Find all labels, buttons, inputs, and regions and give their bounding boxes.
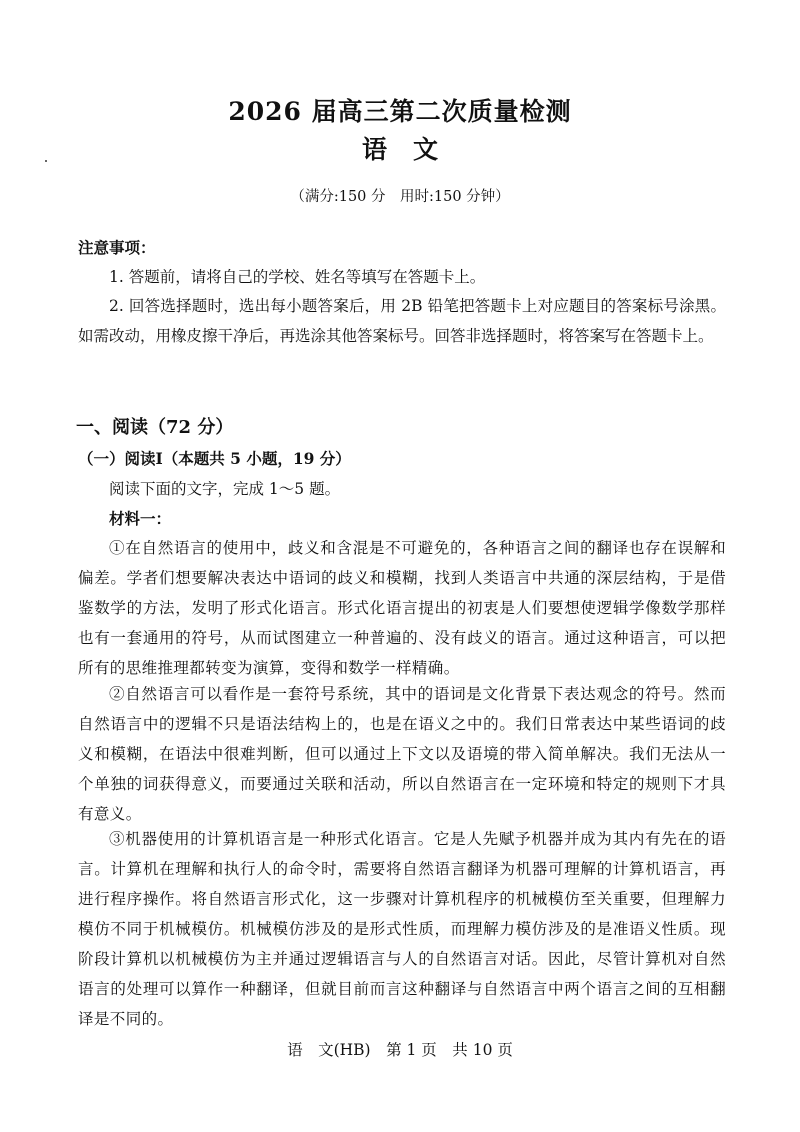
material-paragraph-1: ①在自然语言的使用中，歧义和含混是不可避免的，各种语言之间的翻译也存在误解和偏差。学者们想要解决表达中语词的歧义和模糊，找到人类语言中共通的深层结构，于是借鉴数学的方法，发明了形式化语言。形式化语言提出的初衷是人们要想使逻辑学像数学那样也有一套通用的符号，从而试图建立一种普遍的、没有歧义的语言。通过这种语言，可以把所有的思维推理都转变为演算，变得和数学一样精确。: [78, 539, 726, 677]
material-paragraph-3: ③机器使用的计算机语言是一种形式化语言。它是人先赋予机器并成为其内有先在的语言。计算机在理解和执行人的命令时，需要将自然语言翻译为机器可理解的计算机语言，再进行程序操作。将自然语言形式化，这一步骤对计算机程序的机械模仿至关重要，但理解力模仿不同于机械模仿。机械模仿涉及的是形式性质，而理解力模仿涉及的是准语义性质。现阶段计算机以机械模仿为主并通过逻辑语言与人的自然语言对话。因此，尽管计算机对自然语言的处理可以算作一种翻译，但就目前而言这种翻译与自然语言中两个语言之间的互相翻译是不同的。: [78, 830, 726, 1028]
note-item-2: 2. 回答选择题时，选出每小题答案后，用 2B 铅笔把答题卡上对应题目的答案标号涂黑。如需改动，用橡皮擦干净后，再选涂其他答案标号。回答非选择题时，将答案写在答题卡上。: [78, 297, 726, 345]
section-heading: 一、阅读（72 分）: [76, 417, 234, 438]
subject-title: 语文: [361, 135, 464, 164]
reading-instruction: 阅读下面的文字，完成 1～5 题。: [109, 480, 341, 498]
material-paragraph-2: ②自然语言可以看作是一套符号系统，其中的语词是文化背景下表达观念的符号。然而自然语言中的逻辑不只是语法结构上的，也是在语义之中的。我们日常表达中某些语词的歧义和模糊，在语法中很难判断，但可以通过上下文以及语境的带入简单解决。我们无法从一个单独的词获得意义，而要通过关联和活动，所以自然语言在一定环境和特定的规则下才具有意义。: [78, 685, 726, 823]
exam-title: 2026 届高三第二次质量检测: [228, 97, 572, 126]
exam-meta: （满分:150 分 用时:150 分钟）: [290, 189, 510, 205]
subsection-heading: （一）阅读Ⅰ（本题共 5 小题，19 分）: [78, 449, 351, 468]
material-label: 材料一：: [109, 509, 172, 528]
page-footer: 语 文(HB) 第 1 页 共 10 页: [287, 1041, 513, 1059]
notes-heading: 注意事项：: [78, 238, 156, 257]
note-item-1: 1. 答题前，请将自己的学校、姓名等填写在答题卡上。: [109, 268, 486, 286]
